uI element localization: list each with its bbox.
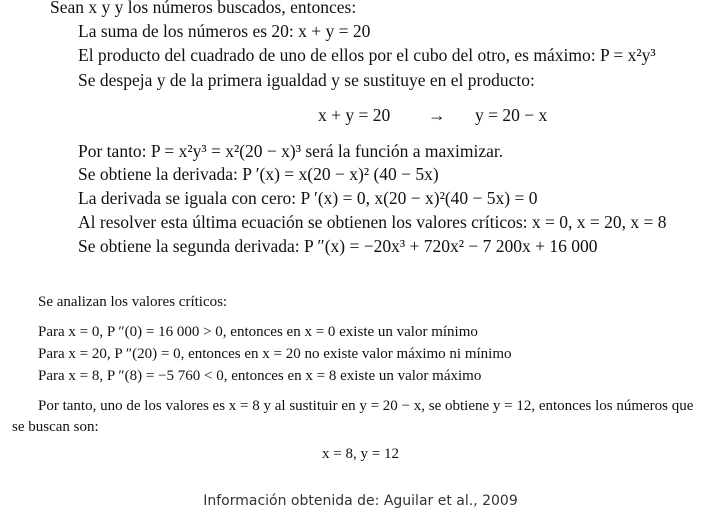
- equation-left: x + y = 20: [318, 105, 391, 125]
- iguala-cero-line: La derivada se iguala con cero: P ′(x) = 0, x(20 − x)²(40 − 5x) = 0: [78, 188, 538, 208]
- conclusion-line-2: se buscan son:: [12, 419, 99, 435]
- derivada-line: Se obtiene la derivada: P ′(x) = x(20 − x)² (40 − 5x): [78, 164, 439, 184]
- despeja-line: Se despeja y de la primera igualdad y se sustituye en el producto:: [78, 70, 535, 90]
- substitution-equation: [0, 105, 721, 129]
- por-tanto-line: Por tanto: P = x²y³ = x²(20 − x)³ será la función a maximizar.: [78, 141, 504, 161]
- conclusion-line-1: Por tanto, uno de los valores es x = 8 y al sustituir en y = 20 − x, se obtiene y = 12, entonces los números que: [38, 398, 694, 414]
- product-line: El producto del cuadrado de uno de ellos por el cubo del otro, es máximo: P = x²y³: [78, 45, 656, 65]
- sum-line: La suma de los números es 20: x + y = 20: [78, 21, 371, 41]
- caso-20-line: Para x = 20, P ″(20) = 0, entonces en x = 20 no existe valor máximo ni mínimo: [38, 346, 512, 362]
- caso-8-line: Para x = 8, P ″(8) = −5 760 < 0, entonces en x = 8 existe un valor máximo: [38, 368, 482, 384]
- analizan-line: Se analizan los valores críticos:: [38, 294, 228, 310]
- resultado-line: x = 8, y = 12: [322, 446, 399, 462]
- source-caption: Información obtenida de: Aguilar et al., 2009: [203, 493, 518, 509]
- intro-line: Sean x y y los números buscados, entonces:: [50, 0, 357, 17]
- criticos-line: Al resolver esta última ecuación se obtienen los valores críticos: x = 0, x = 20, x = 8: [78, 212, 667, 232]
- caso-0-line: Para x = 0, P ″(0) = 16 000 > 0, entonces en x = 0 existe un valor mínimo: [38, 324, 478, 340]
- segunda-derivada-line: Se obtiene la segunda derivada: P ″(x) = −20x³ + 720x² − 7 200x + 16 000: [78, 236, 598, 256]
- equation-right: y = 20 − x: [475, 105, 548, 125]
- arrow-icon: →: [428, 105, 446, 125]
